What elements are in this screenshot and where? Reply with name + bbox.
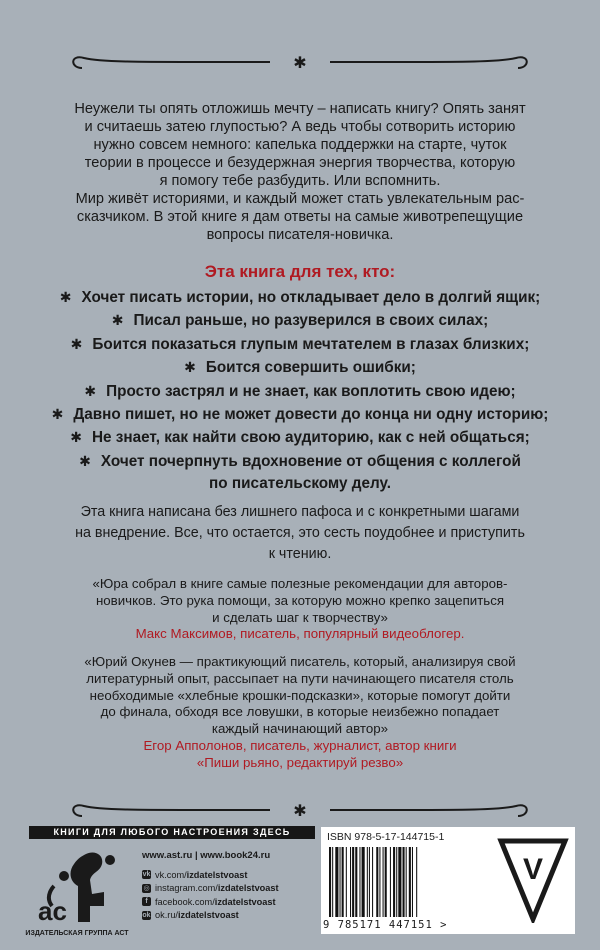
barcode-digits: 9 785171 447151 > <box>323 919 448 931</box>
top-ornament <box>0 40 600 80</box>
star-bullet-icon: ✱ <box>51 406 64 423</box>
intro-line: теории в процессе и безудержная энергия творчества, которую <box>84 155 516 171</box>
list-item <box>0 450 600 473</box>
slogan-strip: КНИГИ ДЛЯ ЛЮБОГО НАСТРОЕНИЯ ЗДЕСЬ <box>29 826 315 839</box>
star-bullet-icon: ✱ <box>70 335 83 352</box>
publisher-group: ИЗДАТЕЛЬСКАЯ ГРУППА АСТ <box>25 930 129 937</box>
review-quote <box>48 576 552 643</box>
rating-mark: V <box>522 853 544 886</box>
social-handle: izdatelstvoast <box>214 896 276 907</box>
list-item-text: Хочет писать истории, но откладывает дело в долгий ящик; <box>81 289 541 306</box>
list-item <box>0 403 600 426</box>
list-item-text: Просто застрял и не знает, как воплотить свою идею; <box>106 382 516 400</box>
intro-text <box>48 100 552 244</box>
isbn-text: ISBN 978-5-17-144715-1 <box>327 831 445 843</box>
intro-line: я помогу тебе разбудить. Или вспомнить. <box>159 173 441 189</box>
list-item <box>0 356 600 379</box>
quote-line: литературный опыт, рассыпает на пути начинающего писателя столь <box>86 670 514 686</box>
star-bullet-icon: ✱ <box>59 289 72 305</box>
social-handle: izdatelstvoast <box>217 883 279 894</box>
summary-text <box>48 502 552 565</box>
summary-line: на внедрение. Все, что остается, это сесть поудобнее и приступить <box>75 525 525 541</box>
list-item-continuation: по писательскому делу. <box>209 475 391 493</box>
social-prefix: vk.com/ <box>155 869 187 880</box>
star-bullet-icon: ✱ <box>84 382 97 399</box>
list-item <box>0 380 600 403</box>
quote-line: до финала, обходя все ловушки, в которые неизбежно попадает <box>100 704 500 720</box>
quote-author: «Пиши рьяно, редактируй резво» <box>196 754 404 770</box>
star-bullet-icon: ✱ <box>79 452 91 469</box>
social-handle: izdatelstvoast <box>177 910 239 921</box>
star-bullet-icon: ✱ <box>70 429 82 446</box>
list-item-text: Давно пишет, но не может довести до конца ни одну историю; <box>73 406 549 424</box>
social-prefix: ok.ru/ <box>155 910 178 921</box>
intro-line: Неужели ты опять отложишь мечту – написать книгу? Опять занят <box>74 101 526 117</box>
quote-line: каждый начинающий автор» <box>211 721 389 737</box>
list-item-text: Хочет почерпнуть вдохновение от общения с коллегой <box>100 452 521 470</box>
audience-title: Эта книга для тех, кто: <box>204 262 396 281</box>
list-item <box>0 309 600 332</box>
svg-text:✱: ✱ <box>293 801 307 820</box>
intro-line: вопросы писателя-новичка. <box>206 227 394 243</box>
social-link-odnoklassniki[interactable] <box>142 909 322 923</box>
quote-line: «Юрий Окунев — практикующий писатель, который, анализируя свой <box>84 654 516 669</box>
star-bullet-icon: ✱ <box>184 359 196 376</box>
list-item <box>0 426 600 449</box>
list-item-text: Не знает, как найти свою аудиторию, как с ней общаться; <box>91 429 530 447</box>
quote-line: необходимые «хлебные крошки-подсказки», которые помогут дойти <box>89 687 511 703</box>
audience-list <box>0 286 600 496</box>
vk-icon: vk <box>142 871 151 879</box>
intro-line: нужно совсем немного: капелька поддержки на старте, чуток <box>93 137 507 153</box>
facebook-icon: f <box>142 897 151 906</box>
summary-line: к чтению. <box>268 546 332 562</box>
social-handle: izdatelstvoast <box>186 869 248 880</box>
barcode-icon <box>327 847 487 919</box>
social-links <box>142 868 322 922</box>
barcode-box <box>321 827 575 934</box>
instagram-icon: ◎ <box>143 884 150 892</box>
social-link-instagram[interactable] <box>142 882 322 896</box>
bottom-ornament <box>0 790 600 830</box>
svg-text:✱: ✱ <box>293 53 307 72</box>
intro-line: Мир живёт историями, и каждый может стать увлекательным рас- <box>75 191 525 207</box>
quote-author: Егор Апполонов, писатель, журналист, автор книги <box>143 737 457 753</box>
odnoklassniki-icon: ok <box>142 911 151 919</box>
websites: www.ast.ru | www.book24.ru <box>142 850 271 861</box>
rating-triangle-icon <box>497 837 569 923</box>
social-prefix: instagram.com/ <box>155 883 218 894</box>
quote-line: новичков. Это рука помощи, за которую можно крепко зацепиться <box>95 592 505 608</box>
social-prefix: facebook.com/ <box>155 896 215 907</box>
review-quote <box>48 654 552 772</box>
quote-line: «Юра собрал в книге самые полезные рекомендации для авторов- <box>92 576 508 591</box>
quote-line: и сделать шаг к творчеству» <box>212 609 388 625</box>
logo-lettering: ac <box>38 896 67 926</box>
ast-logo <box>34 846 126 926</box>
summary-line: Эта книга написана без лишнего пафоса и с конкретными шагами <box>80 504 520 520</box>
list-item-text: Писал раньше, но разуверился в своих силах; <box>133 312 489 330</box>
intro-line: и считаешь затею глупостью? А ведь чтобы сотворить историю <box>84 119 516 135</box>
list-item-text: Боится показаться глупым мечтателем в глазах близких; <box>92 335 530 353</box>
list-item-text: Боится совершить ошибки; <box>205 359 416 377</box>
social-link-facebook[interactable] <box>142 895 322 909</box>
quote-author: Макс Максимов, писатель, популярный видеоблогер. <box>135 626 465 642</box>
star-bullet-icon: ✱ <box>111 312 124 329</box>
list-item <box>0 333 600 356</box>
intro-line: сказчиком. В этой книге я дам ответы на самые животрепещущие <box>76 209 524 225</box>
social-link-vk[interactable] <box>142 868 322 882</box>
list-item <box>0 286 600 309</box>
